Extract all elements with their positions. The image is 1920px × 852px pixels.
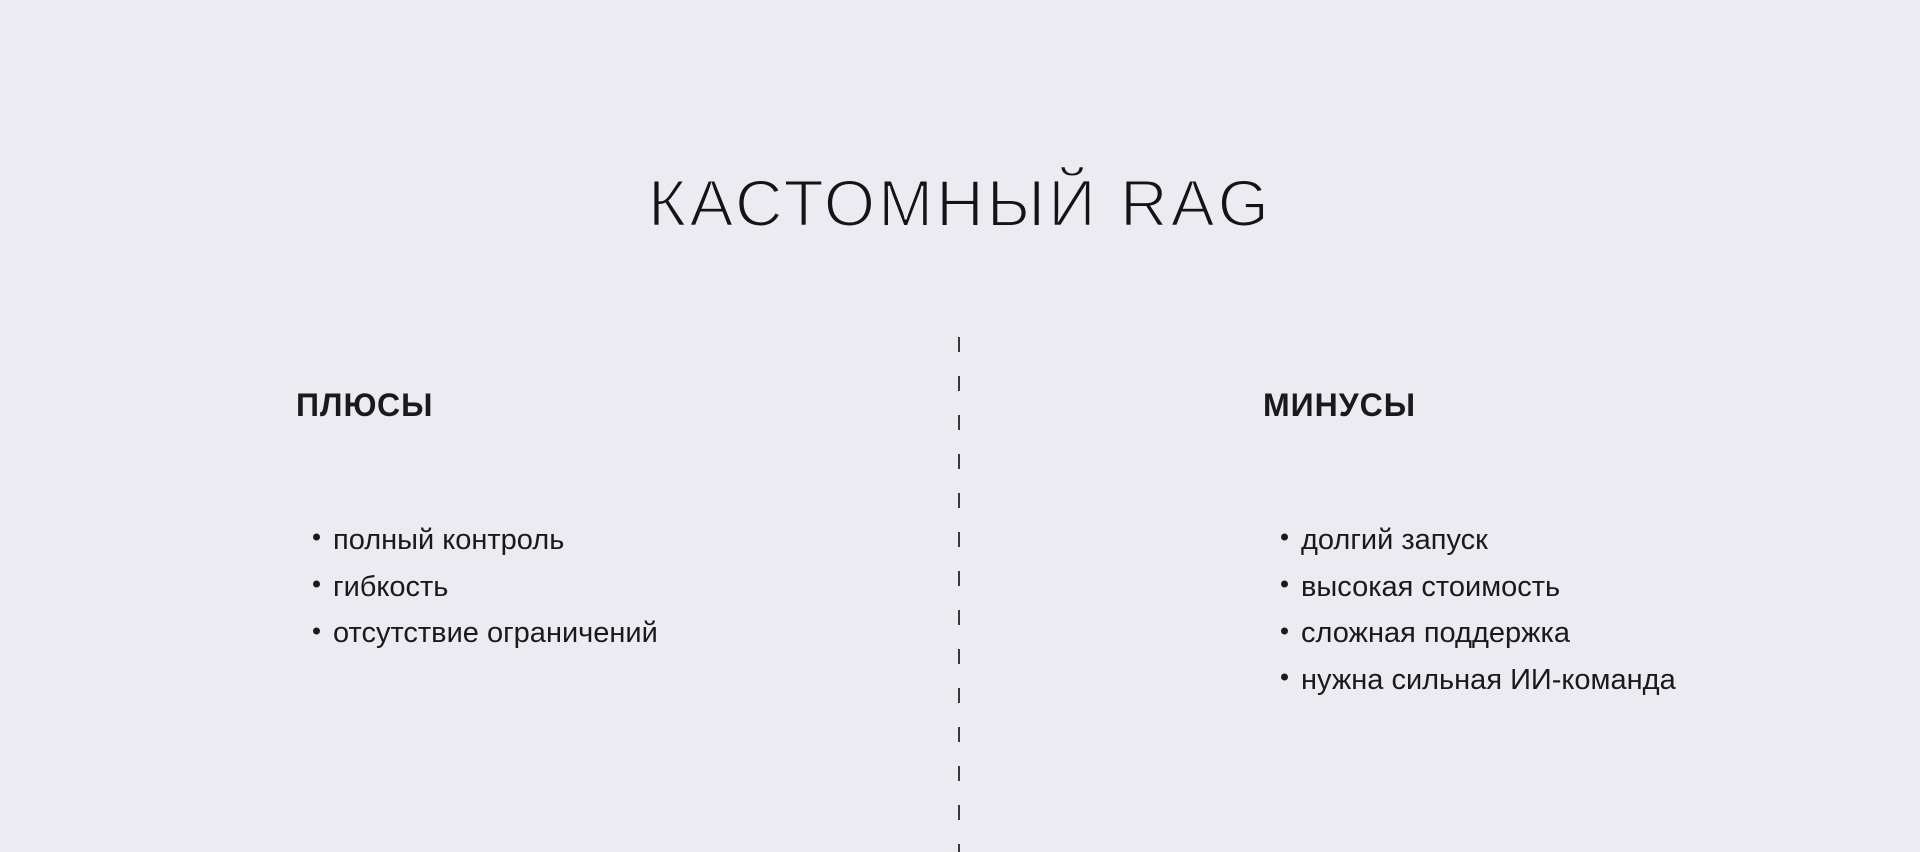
pros-list: [312, 517, 658, 657]
bullet-dot-icon: [313, 581, 320, 588]
vertical-dashed-divider: [958, 337, 960, 852]
pros-heading: ПЛЮСЫ: [296, 387, 434, 423]
list-item-label: отсутствие ограничений: [333, 617, 658, 650]
list-item-label: нужна сильная ИИ-команда: [1301, 664, 1676, 697]
list-item: [312, 517, 658, 564]
list-item: [1280, 610, 1676, 657]
list-item: [1280, 564, 1676, 611]
bullet-dot-icon: [1281, 581, 1288, 588]
list-item: [312, 610, 658, 657]
list-item: [312, 564, 658, 611]
bullet-dot-icon: [1281, 534, 1288, 541]
list-item-label: сложная поддержка: [1301, 617, 1571, 650]
list-item-label: долгий запуск: [1301, 524, 1488, 556]
cons-heading: МИНУСЫ: [1263, 387, 1417, 423]
list-item: [1280, 517, 1676, 564]
bullet-dot-icon: [313, 534, 320, 541]
list-item-label: высокая стоимость: [1301, 570, 1561, 603]
list-item: [1280, 657, 1676, 704]
list-item-label: полный контроль: [333, 524, 565, 556]
cons-list: [1280, 517, 1676, 704]
list-item-label: гибкость: [333, 570, 449, 603]
slide-title: КАСТОМНЫЙ RAG: [647, 166, 1273, 240]
bullet-dot-icon: [1281, 627, 1288, 634]
bullet-dot-icon: [1281, 674, 1288, 681]
bullet-dot-icon: [313, 627, 320, 634]
